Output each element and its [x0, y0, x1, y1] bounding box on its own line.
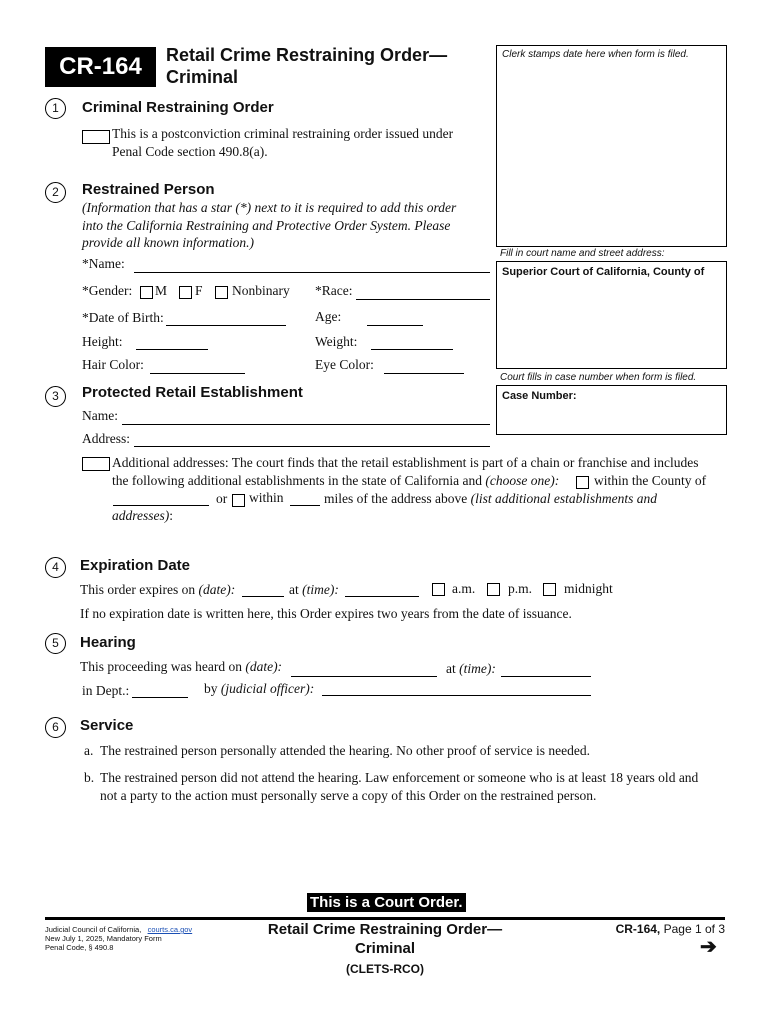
service-b-marker: b.: [84, 770, 95, 785]
or-label: or: [216, 491, 228, 506]
name-field[interactable]: [134, 272, 490, 273]
gender-nonbinary-checkbox[interactable]: [215, 286, 228, 299]
heard-date-label: This proceeding was heard on (date):: [80, 659, 283, 674]
form-id-badge: CR-164: [45, 47, 156, 87]
county-field[interactable]: [113, 505, 209, 506]
hearing-time-field[interactable]: [501, 676, 591, 677]
clerk-stamp-label: Clerk stamps date here when form is filed.: [502, 49, 689, 60]
pm-checkbox[interactable]: [487, 583, 500, 596]
service-b-text-line2: not a party to the action must personally serve a copy of this Order on the restrained person.: [100, 788, 597, 803]
miles-field[interactable]: [290, 505, 320, 506]
section-2-number: 2: [45, 182, 66, 203]
additional-addresses-finding: The court finds that the retail establishment is part of a chain or franchise and includes: [231, 455, 699, 470]
court-name-label: Superior Court of California, County of: [502, 266, 705, 278]
hair-color-field[interactable]: [150, 373, 245, 374]
section-2-title: Restrained Person: [82, 181, 215, 198]
within-county-checkbox[interactable]: [576, 476, 589, 489]
miles-text: miles of the address above (list additional establishments and: [324, 491, 657, 506]
within-label: within: [249, 490, 284, 505]
expires-time-label: at (time):: [289, 582, 339, 597]
section-1-text-line2: Penal Code section 490.8(a).: [112, 144, 268, 159]
expiration-time-field[interactable]: [345, 596, 419, 597]
footer-penal-code: Penal Code, § 490.8: [45, 943, 114, 952]
race-label: *Race:: [315, 283, 353, 298]
gender-m-checkbox[interactable]: [140, 286, 153, 299]
height-field[interactable]: [136, 349, 208, 350]
court-name-hint: Fill in court name and street address:: [500, 248, 665, 259]
section-1-title: Criminal Restraining Order: [82, 99, 274, 116]
establishment-name-field[interactable]: [122, 424, 490, 425]
dob-label: *Date of Birth:: [82, 310, 164, 325]
age-label: Age:: [315, 309, 342, 324]
footer-page-info: CR-164, Page 1 of 3: [615, 922, 725, 936]
section-2-instructions-line2: into the California Restraining and Protective Order System. Please: [82, 218, 451, 233]
establishment-address-field[interactable]: [134, 446, 490, 447]
establishment-name-label: Name:: [82, 408, 118, 423]
hearing-date-field[interactable]: [291, 676, 437, 677]
court-name-box[interactable]: [496, 261, 727, 369]
footer-publisher: Judicial Council of California, courts.ca.gov: [45, 925, 193, 934]
service-a-marker: a.: [84, 743, 94, 758]
dob-field[interactable]: [166, 325, 286, 326]
form-title-line2: Criminal: [166, 67, 239, 87]
expiration-date-field[interactable]: [242, 596, 284, 597]
section-4-title: Expiration Date: [80, 557, 191, 574]
gender-label: *Gender:: [82, 283, 133, 298]
weight-label: Weight:: [315, 334, 358, 349]
clerk-stamp-box[interactable]: [496, 45, 727, 247]
additional-addresses-text-line1: [112, 455, 698, 471]
gender-f-label: F: [195, 283, 203, 298]
case-number-hint: Court fills in case number when form is filed.: [500, 372, 697, 383]
footer-title: Retail Crime Restraining Order— Criminal (CLETS-RCO): [255, 920, 515, 979]
dept-label: in Dept.:: [82, 683, 130, 698]
courts-link[interactable]: courts.ca.gov: [147, 925, 193, 934]
section-3-title: Protected Retail Establishment: [82, 384, 303, 401]
gender-m-label: M: [155, 283, 168, 298]
midnight-label: midnight: [564, 581, 613, 596]
additional-addresses-checkbox[interactable]: [82, 457, 110, 471]
age-field[interactable]: [367, 325, 423, 326]
section-2-instructions-line1: (Information that has a star (*) next to it is required to add this order: [82, 200, 457, 215]
weight-field[interactable]: [371, 349, 453, 350]
establishment-address-label: Address:: [82, 431, 130, 446]
heard-time-label: at (time):: [446, 661, 496, 676]
section-1-number: 1: [45, 98, 66, 119]
eye-color-field[interactable]: [384, 373, 464, 374]
expiration-note: If no expiration date is written here, this Order expires two years from the date of issuance.: [80, 606, 572, 621]
section-6-number: 6: [45, 717, 66, 738]
service-b-text-line1: The restrained person did not attend the hearing. Law enforcement or someone who is at least 18 years old and: [100, 770, 699, 785]
name-label: *Name:: [82, 256, 125, 271]
am-label: a.m.: [452, 581, 476, 596]
dept-field[interactable]: [132, 697, 188, 698]
expires-label: This order expires on (date):: [80, 582, 236, 597]
hair-color-label: Hair Color:: [82, 357, 144, 372]
pm-label: p.m.: [508, 581, 533, 596]
height-label: Height:: [82, 334, 123, 349]
case-number-label: Case Number:: [502, 390, 577, 402]
case-number-box[interactable]: [496, 385, 727, 435]
court-order-banner: This is a Court Order.: [307, 893, 466, 912]
race-field[interactable]: [356, 299, 490, 300]
section-5-title: Hearing: [80, 634, 136, 651]
section-3-number: 3: [45, 386, 66, 407]
section-2-instructions-line3: provide all known information.): [82, 235, 254, 250]
section-5-number: 5: [45, 633, 66, 654]
gender-f-checkbox[interactable]: [179, 286, 192, 299]
midnight-checkbox[interactable]: [543, 583, 556, 596]
form-title-line1: Retail Crime Restraining Order—: [166, 45, 448, 65]
footer-clets: (CLETS-RCO): [346, 962, 424, 976]
additional-addresses-label: Additional addresses:: [112, 455, 229, 470]
section-1-text-line1: This is a postconviction criminal restraining order issued under: [112, 126, 454, 141]
footer-form-date: New July 1, 2025, Mandatory Form: [45, 934, 162, 943]
service-a-text: The restrained person personally attended the hearing. No other proof of service is needed.: [100, 743, 590, 758]
within-miles-checkbox[interactable]: [232, 494, 245, 507]
judicial-officer-field[interactable]: [322, 695, 591, 696]
section-4-number: 4: [45, 557, 66, 578]
footer-left: [45, 925, 192, 952]
gender-nonbinary-label: Nonbinary: [232, 283, 290, 298]
am-checkbox[interactable]: [432, 583, 445, 596]
form-title: [166, 44, 486, 88]
judicial-officer-label: by (judicial officer):: [204, 681, 315, 696]
section-6-title: Service: [80, 717, 134, 734]
addresses-text: addresses):: [112, 508, 174, 523]
eye-color-label: Eye Color:: [315, 357, 374, 372]
within-county-label: within the County of: [594, 473, 707, 488]
postconviction-checkbox[interactable]: [82, 130, 110, 144]
additional-addresses-text-line2: the following additional establishments in the state of California and (choose one):: [112, 473, 560, 488]
next-page-arrow-icon[interactable]: ➔: [700, 936, 717, 958]
